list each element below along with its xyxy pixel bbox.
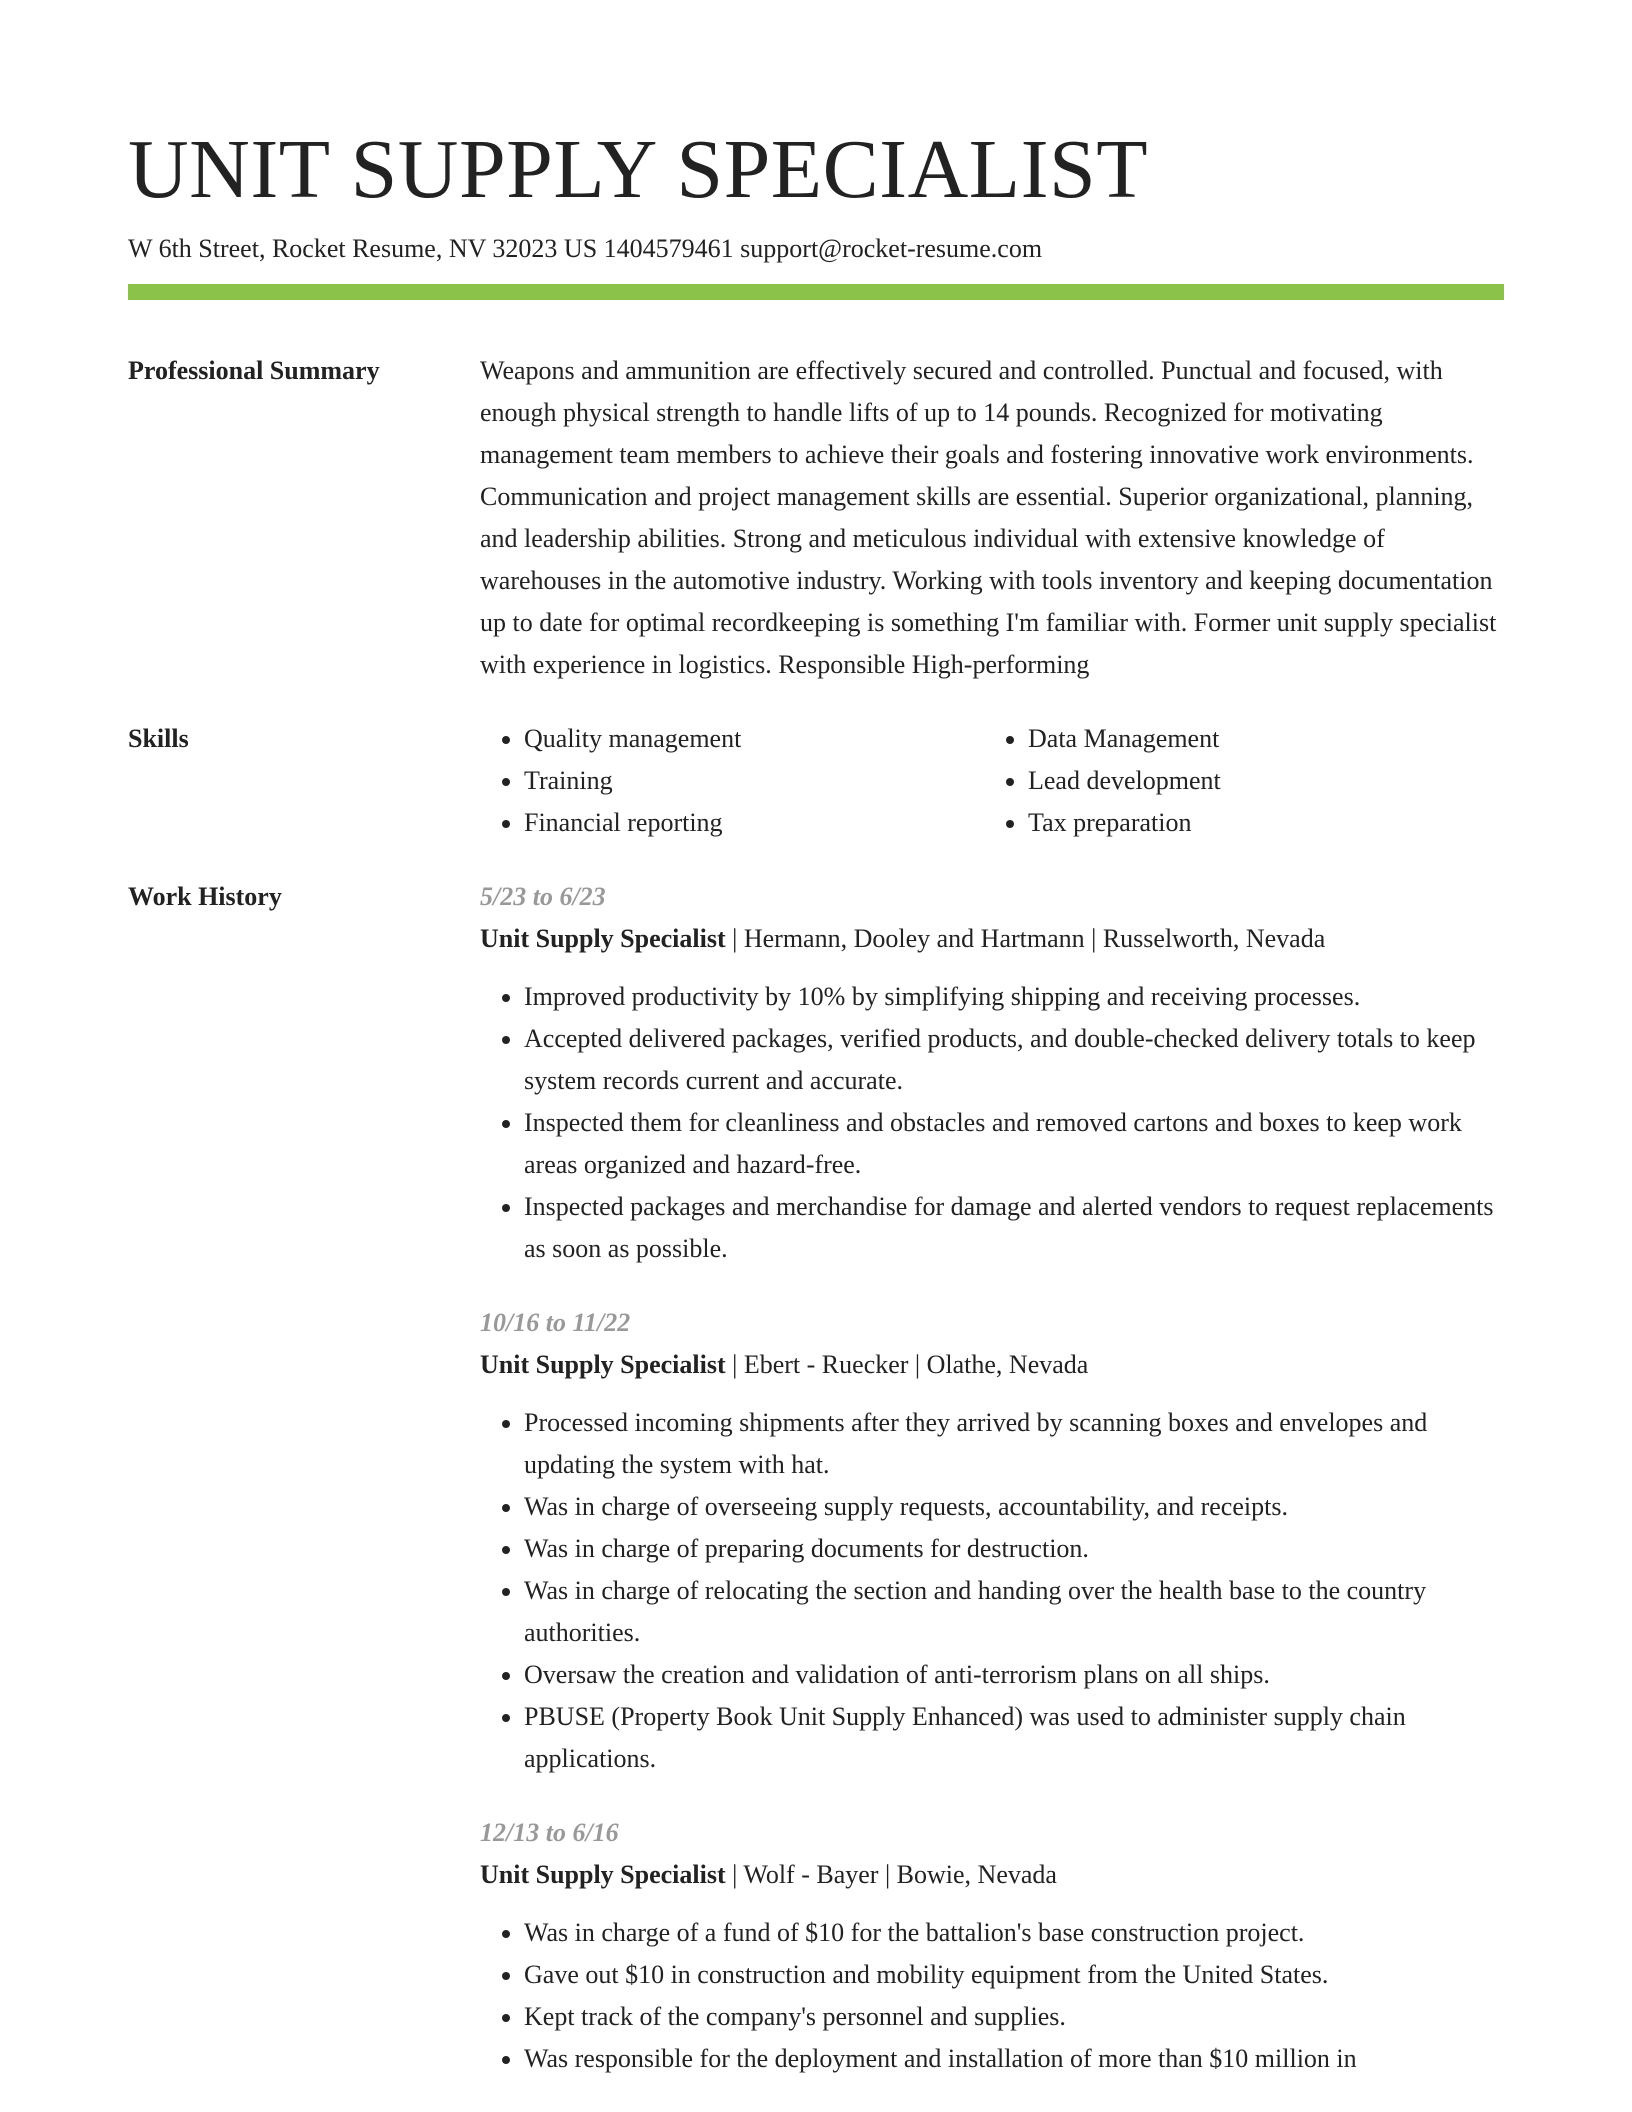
job-bullet: • Inspected them for cleanliness and obstacles and removed cartons and boxes to keep work areas organized and hazard-free. — [524, 1102, 1504, 1186]
job-bullet: • Improved productivity by 10% by simplifying shipping and receiving processes. — [524, 976, 1504, 1018]
job-bullet: • Processed incoming shipments after they arrived by scanning boxes and envelopes and updating the system with hat. — [524, 1402, 1504, 1486]
job-dates: 12/13 to 6/16 — [480, 1818, 619, 1847]
job-title: Unit Supply Specialist — [480, 1350, 726, 1379]
job-bullet: • Accepted delivered packages, verified products, and double-checked delivery totals to keep system records current and accurate. — [524, 1018, 1504, 1102]
skill-item: • Lead development — [1028, 760, 1488, 802]
work-history-section — [128, 876, 1504, 2112]
job-details: | Hermann, Dooley and Hartmann | Russelworth, Nevada — [725, 924, 1326, 953]
section-label-work: Work History — [128, 882, 282, 911]
job-heading — [480, 918, 1504, 960]
skill-item: • Data Management — [1028, 718, 1488, 760]
job-bullet: • Was responsible for the deployment and installation of more than $10 million in — [524, 2038, 1504, 2080]
skills-section — [128, 718, 1504, 844]
job-bullet: • Oversaw the creation and validation of anti-terrorism plans on all ships. — [524, 1654, 1504, 1696]
job-bullets — [480, 1402, 1504, 1780]
job-bullet: • Was in charge of relocating the section and handing over the health base to the country authorities. — [524, 1570, 1504, 1654]
summary-text: Weapons and ammunition are effectively secured and controlled. Punctual and focused, with enough physical strength to handle lifts of up to 14 pounds. Recognized for motivating management team members to achieve their goals and fostering innovative work environments. Communication and project management skills are essential. Superior organizational, planning, and leadership abilities. Strong and meticulous individual with extensive knowledge of warehouses in the automotive industry. Working with tools inventory and keeping documentation up to date for optimal recordkeeping is something I'm familiar with. Former unit supply specialist with experience in logistics. Responsible High-performing — [480, 356, 1497, 679]
section-label-summary: Professional Summary — [128, 356, 380, 385]
job-bullet: • Was in charge of a fund of $10 for the battalion's base construction project. — [524, 1912, 1504, 1954]
section-label-skills: Skills — [128, 724, 189, 753]
job-bullets — [480, 976, 1504, 1270]
job-dates: 10/16 to 11/22 — [480, 1308, 631, 1337]
skills-list-right — [984, 718, 1488, 844]
job-details: | Wolf - Bayer | Bowie, Nevada — [725, 1860, 1057, 1889]
professional-summary-section — [128, 350, 1504, 686]
accent-divider — [128, 284, 1504, 300]
job-title: Unit Supply Specialist — [480, 924, 726, 953]
job-entry — [480, 1812, 1504, 2080]
job-bullet: • Gave out $10 in construction and mobility equipment from the United States. — [524, 1954, 1504, 1996]
job-dates: 5/23 to 6/23 — [480, 882, 606, 911]
job-bullets — [480, 1912, 1504, 2080]
job-entry — [480, 876, 1504, 1270]
skills-list-left — [480, 718, 984, 844]
skill-item: • Financial reporting — [524, 802, 984, 844]
job-bullet: • Inspected packages and merchandise for damage and alerted vendors to request replacements as soon as possible. — [524, 1186, 1504, 1270]
resume-page — [128, 0, 1504, 2112]
job-bullet: • Was in charge of preparing documents for destruction. — [524, 1528, 1504, 1570]
job-bullet: • Kept track of the company's personnel and supplies. — [524, 1996, 1504, 2038]
job-heading — [480, 1344, 1504, 1386]
skill-item: • Training — [524, 760, 984, 802]
contact-line: W 6th Street, Rocket Resume, NV 32023 US 1404579461 support@rocket-resume.com — [128, 234, 1043, 263]
job-title: Unit Supply Specialist — [480, 1860, 726, 1889]
job-entry — [480, 1302, 1504, 1780]
job-heading — [480, 1854, 1504, 1896]
job-bullet: • PBUSE (Property Book Unit Supply Enhanced) was used to administer supply chain applications. — [524, 1696, 1504, 1780]
skill-item: • Quality management — [524, 718, 984, 760]
job-details: | Ebert - Ruecker | Olathe, Nevada — [725, 1350, 1089, 1379]
job-bullet: • Was in charge of overseeing supply requests, accountability, and receipts. — [524, 1486, 1504, 1528]
resume-name: UNIT SUPPLY SPECIALIST — [128, 123, 1149, 216]
skill-item: • Tax preparation — [1028, 802, 1488, 844]
